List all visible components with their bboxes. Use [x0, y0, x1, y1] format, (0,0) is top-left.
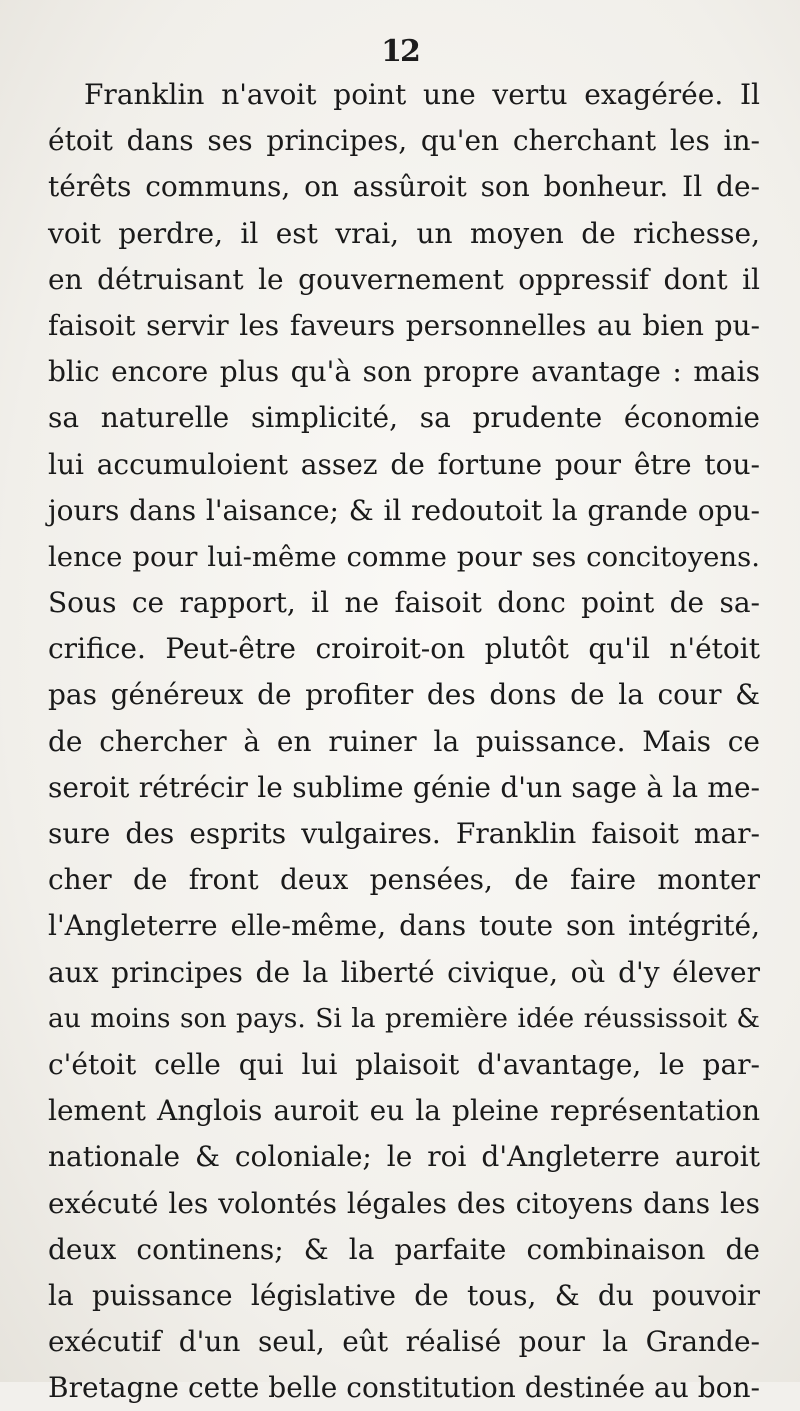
text-line: c'étoit celle qui lui plaisoit d'avantage, le par- [48, 1047, 760, 1081]
text-line: au moins son pays. Si la première idée réussissoit & [48, 1002, 760, 1034]
text-line: étoit dans ses principes, qu'en cherchant les in- [48, 124, 760, 158]
text-line: lence pour lui-même comme pour ses concitoyens. [48, 540, 760, 573]
text-line: pas généreux de profiter des dons de la cour & [48, 678, 760, 712]
text-line: lui accumuloient assez de fortune pour être tou- [48, 447, 760, 481]
text-line: sa naturelle simplicité, sa prudente économie [48, 401, 760, 435]
text-line: seroit rétrécir le sublime génie d'un sage à la me- [48, 770, 760, 804]
body-text [48, 72, 760, 1411]
text-line: deux continens; & la parfaite combinaison de [48, 1232, 760, 1266]
text-line: aux principes de la liberté civique, où d'y élever [48, 955, 760, 989]
text-line: lement Anglois auroit eu la pleine représentation [48, 1094, 760, 1128]
text-line: voit perdre, il est vrai, un moyen de richesse, [48, 216, 760, 250]
text-line: sure des esprits vulgaires. Franklin faisoit mar- [48, 817, 760, 850]
text-line: Bretagne cette belle constitution destinée au bon- [48, 1371, 760, 1405]
text-line: exécuté les volontés légales des citoyens dans les [48, 1186, 760, 1220]
text-line: exécutif d'un seul, eût réalisé pour la Grande- [48, 1325, 760, 1359]
text-line: nationale & coloniale; le roi d'Angleterre auroit [48, 1140, 760, 1174]
text-line: jours dans l'aisance; & il redoutoit la grande opu- [48, 493, 760, 527]
text-line: l'Angleterre elle-même, dans toute son intégrité, [48, 909, 760, 943]
text-line: Sous ce rapport, il ne faisoit donc point de sa- [48, 586, 760, 620]
text-line: la puissance législative de tous, & du pouvoir [48, 1278, 760, 1312]
text-line: faisoit servir les faveurs personnelles au bien pu- [48, 308, 760, 342]
text-line: en détruisant le gouvernement oppressif dont il [48, 262, 760, 296]
text-line: térêts communs, on assûroit son bonheur. Il de- [48, 170, 760, 204]
text-line: blic encore plus qu'à son propre avantage : mais [48, 355, 760, 389]
page-number: 12 [381, 34, 419, 69]
text-line: Franklin n'avoit point une vertu exagérée. Il [84, 78, 760, 111]
text-line: de chercher à en ruiner la puissance. Mais ce [48, 724, 760, 758]
text-line: cher de front deux pensées, de faire monter [48, 863, 760, 897]
text-line: crifice. Peut-être croiroit-on plutôt qu'il n'étoit [48, 632, 760, 666]
